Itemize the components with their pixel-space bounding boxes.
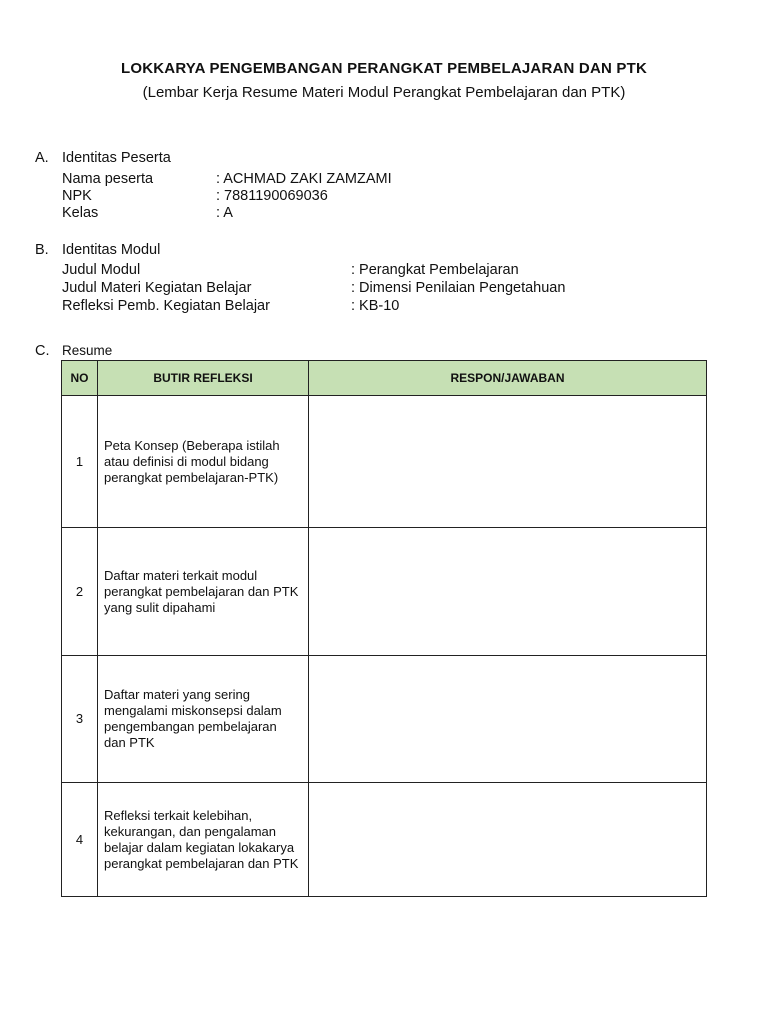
field-label: Refleksi Pemb. Kegiatan Belajar: [62, 298, 270, 314]
section-a-title: Identitas Peserta: [62, 150, 171, 166]
section-b-letter: B.: [35, 242, 49, 258]
respon-jawaban-cell[interactable]: [309, 783, 707, 897]
table-row: [62, 528, 707, 656]
field-value: : Perangkat Pembelajaran: [351, 262, 519, 278]
field-nama-peserta: [62, 171, 392, 188]
field-value: : Dimensi Penilaian Pengetahuan: [351, 280, 566, 296]
field-label: Judul Modul: [62, 262, 141, 278]
field-refleksi: [62, 298, 400, 315]
field-judul-modul: [62, 262, 519, 279]
respon-jawaban-cell[interactable]: [309, 528, 707, 656]
row-number: 4: [62, 783, 98, 897]
row-number: 1: [62, 396, 98, 528]
table-row: [62, 783, 707, 897]
field-judul-materi: [62, 280, 566, 297]
field-label: Nama peserta: [62, 171, 154, 187]
header-no: NO: [62, 361, 98, 396]
document-subtitle: (Lembar Kerja Resume Materi Modul Perangkat Pembelajaran dan PTK): [142, 84, 626, 101]
field-value: : ACHMAD ZAKI ZAMZAMI: [216, 171, 392, 187]
header-butir-refleksi: BUTIR REFLEKSI: [98, 361, 309, 396]
document-title: LOKKARYA PENGEMBANGAN PERANGKAT PEMBELAJARAN DAN PTK: [121, 60, 647, 77]
section-c-letter: C.: [35, 343, 50, 359]
butir-refleksi-cell: Refleksi terkait kelebihan, kekurangan, dan pengalaman belajar dalam kegiatan lokakarya perangkat pembelajaran dan PTK: [98, 783, 309, 897]
field-value: : 7881190069036: [216, 188, 328, 204]
field-value: : A: [216, 205, 233, 221]
section-b-title: Identitas Modul: [62, 242, 161, 258]
row-number: 3: [62, 656, 98, 783]
respon-jawaban-cell[interactable]: [309, 396, 707, 528]
respon-jawaban-cell[interactable]: [309, 656, 707, 783]
field-npk: [62, 188, 328, 205]
butir-refleksi-cell: Daftar materi yang sering mengalami miskonsepsi dalam pengembangan pembelajaran dan PTK: [98, 656, 309, 783]
section-a-letter: A.: [35, 150, 49, 166]
field-label: Judul Materi Kegiatan Belajar: [62, 280, 252, 296]
butir-refleksi-cell: Peta Konsep (Beberapa istilah atau definisi di modul bidang perangkat pembelajaran-PTK): [98, 396, 309, 528]
section-c-title: Resume: [62, 343, 113, 358]
row-number: 2: [62, 528, 98, 656]
field-value: : KB-10: [351, 298, 400, 314]
table-header-row: [62, 361, 707, 396]
header-respon-jawaban: RESPON/JAWABAN: [309, 361, 707, 396]
table-row: [62, 396, 707, 528]
table-row: [62, 656, 707, 783]
butir-refleksi-cell: Daftar materi terkait modul perangkat pembelajaran dan PTK yang sulit dipahami: [98, 528, 309, 656]
field-label: Kelas: [62, 205, 99, 221]
field-label: NPK: [62, 188, 92, 204]
resume-table: [61, 360, 707, 897]
field-kelas: [62, 205, 233, 222]
